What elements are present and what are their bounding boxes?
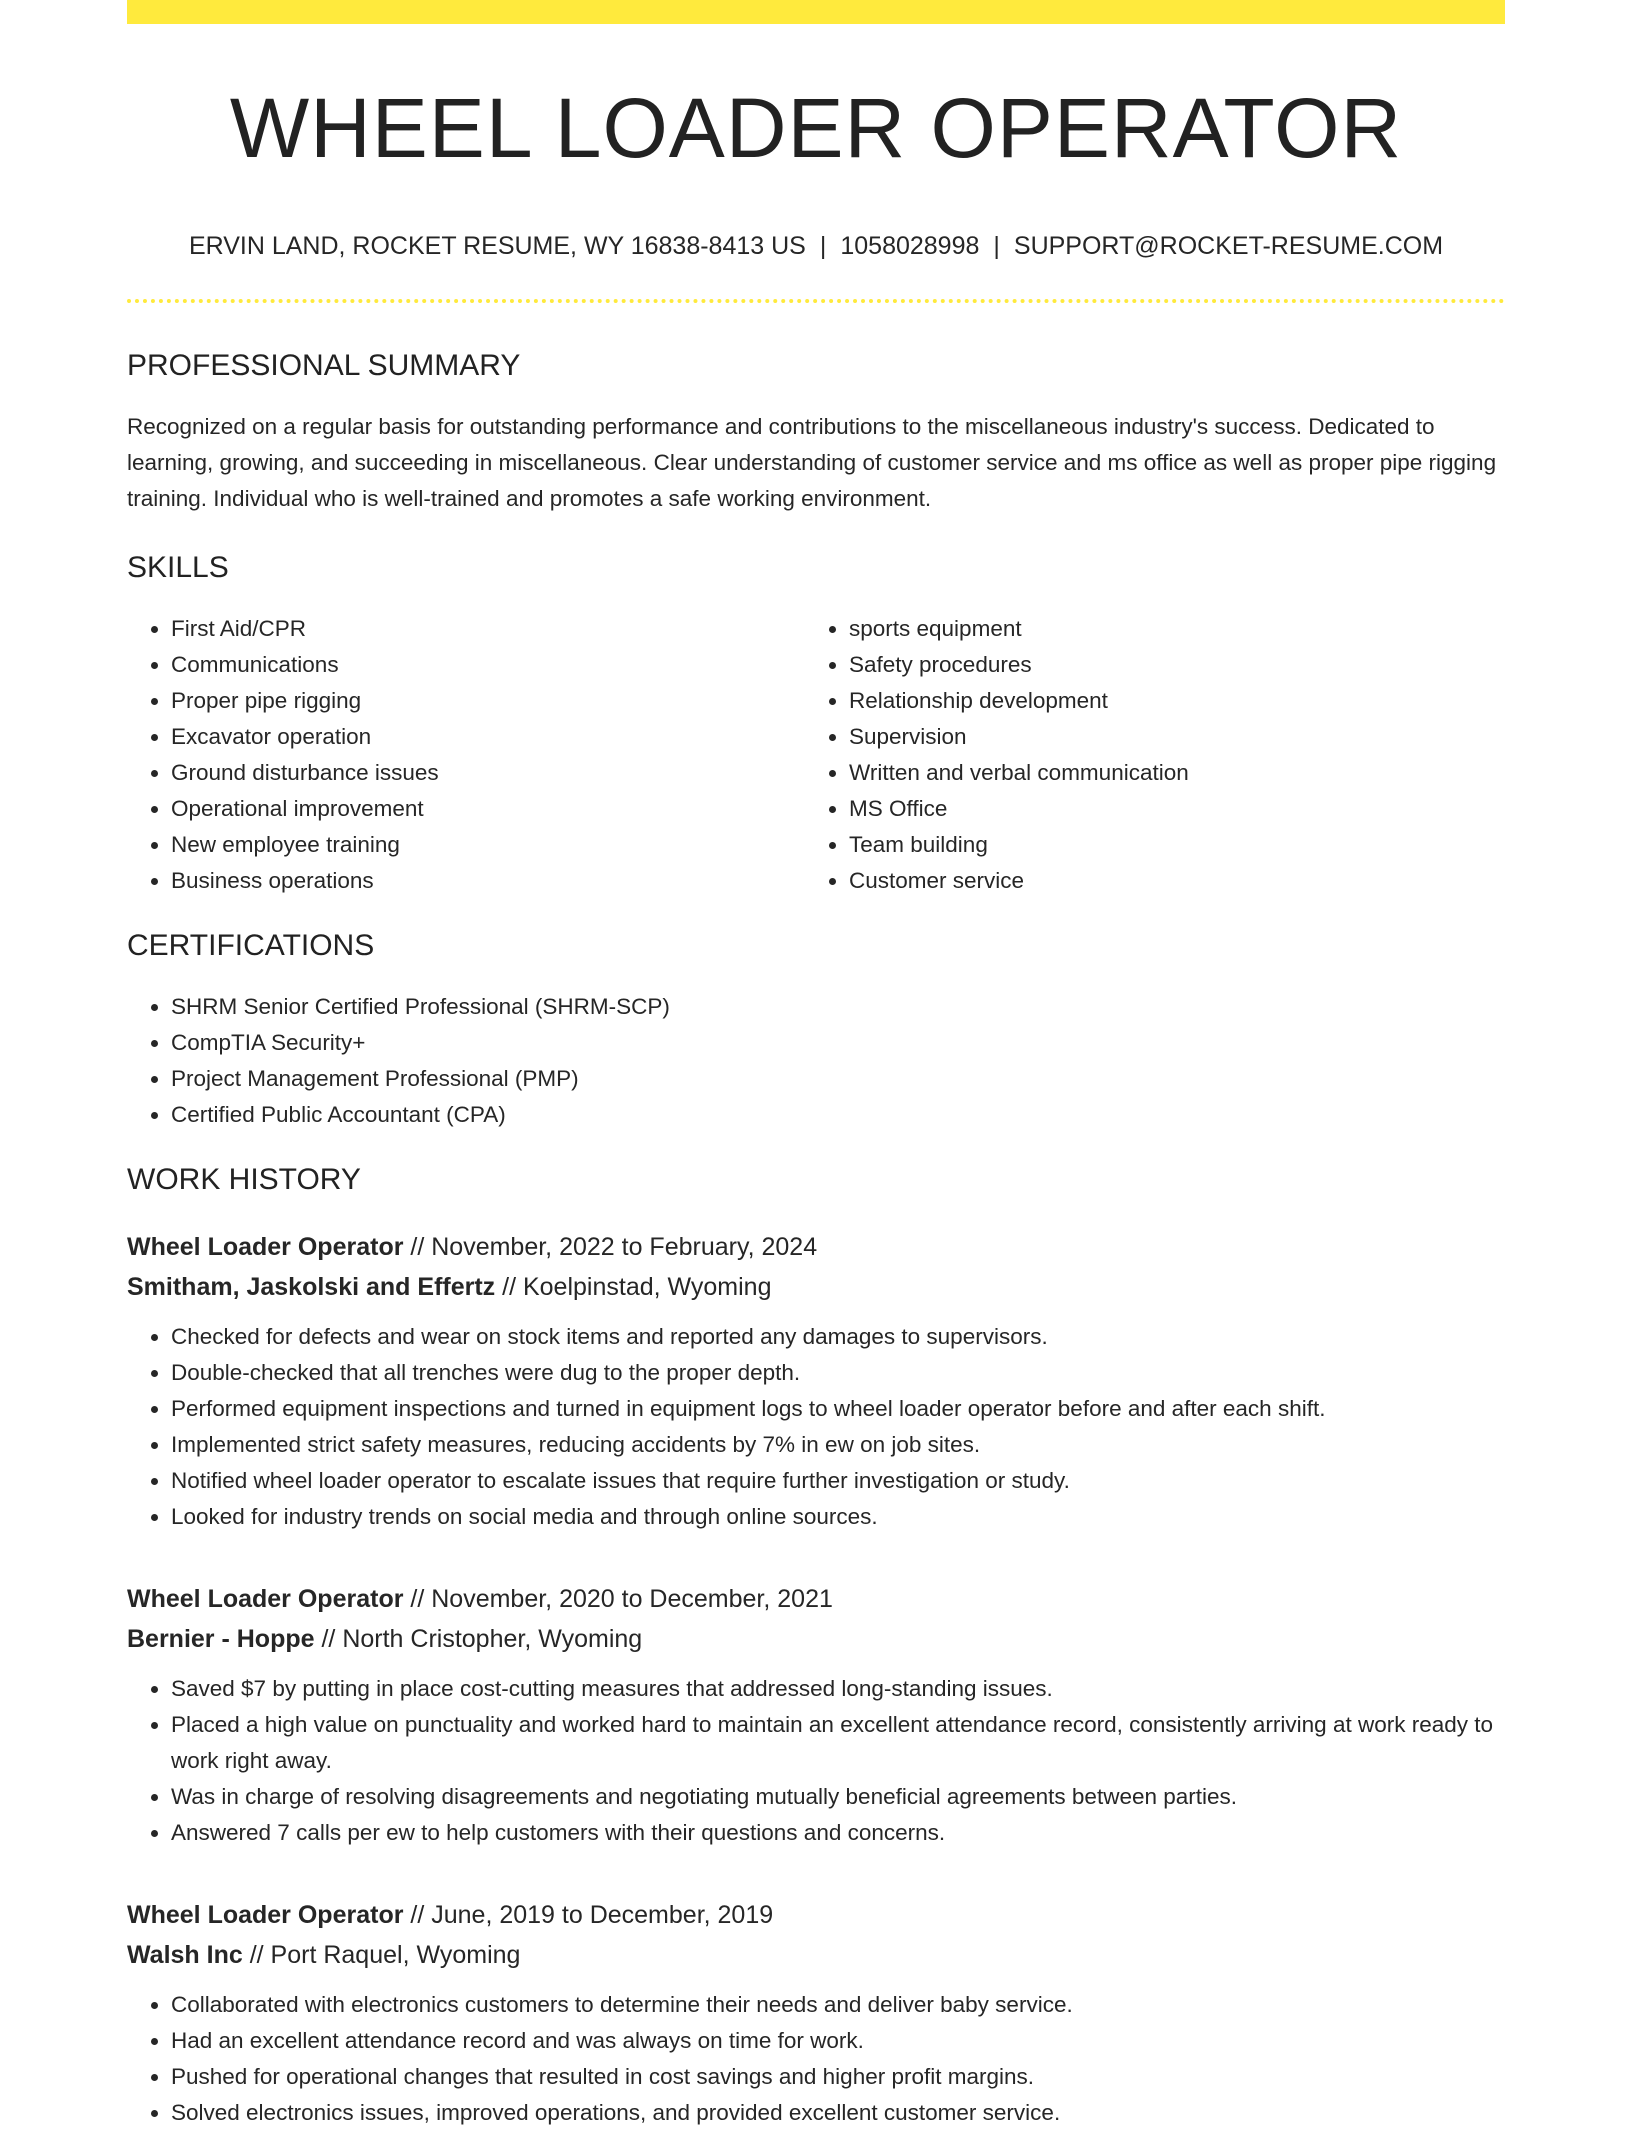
contact-phone: 1058028998: [840, 232, 980, 260]
certifications-heading: CERTIFICATIONS: [127, 929, 375, 962]
job-location: // Port Raquel, Wyoming: [242, 1941, 521, 1969]
job-company: Walsh Inc: [127, 1941, 243, 1969]
skills-heading: SKILLS: [127, 551, 229, 584]
job-bullet: • Notified wheel loader operator to escalate issues that require further investigation or study.: [171, 1463, 1505, 1499]
job-title: Wheel Loader Operator: [127, 1233, 404, 1261]
job-bullet: • Solved electronics issues, improved operations, and provided excellent customer service.: [171, 2095, 1505, 2131]
skill-item: • Relationship development: [849, 683, 1483, 719]
skills-right-column: [805, 611, 1483, 899]
contact-line: [127, 234, 1505, 259]
job-bullet: • Pushed for operational changes that resulted in cost savings and higher profit margins.: [171, 2059, 1505, 2095]
job-bullet: • Was in charge of resolving disagreements and negotiating mutually beneficial agreements between parties.: [171, 1779, 1505, 1815]
job-bullets: [127, 1671, 1505, 1851]
skill-item: • Ground disturbance issues: [171, 755, 805, 791]
contact-separator: |: [819, 232, 827, 260]
job-title: Wheel Loader Operator: [127, 1585, 404, 1613]
skill-item: • Communications: [171, 647, 805, 683]
skills-left-column: [127, 611, 805, 899]
job-title-line: [127, 1227, 1505, 1267]
job-entry: [127, 1227, 1505, 1535]
job-dates: // June, 2019 to December, 2019: [403, 1901, 774, 1929]
summary-text: Recognized on a regular basis for outstanding performance and contributions to the miscellaneous industry's success. Dedicated to learning, growing, and succeeding in miscellaneous. Clear understanding of customer service and ms office as well as proper pipe rigging training. Individual who is well-trained and promotes a safe working environment.: [127, 414, 1497, 511]
job-title-line: [127, 1579, 1505, 1619]
job-company: Smitham, Jaskolski and Effertz: [127, 1273, 496, 1301]
job-bullet: • Saved $7 by putting in place cost-cutting measures that addressed long-standing issues.: [171, 1671, 1505, 1707]
contact-address: ERVIN LAND, ROCKET RESUME, WY 16838-8413 US: [188, 232, 806, 260]
job-company-line: [127, 1619, 1505, 1659]
job-bullets: [127, 1319, 1505, 1535]
skill-item: • MS Office: [849, 791, 1483, 827]
contact-separator: |: [993, 232, 1000, 260]
skill-item: • Team building: [849, 827, 1483, 863]
job-bullet: • Had an excellent attendance record and was always on time for work.: [171, 2023, 1505, 2059]
work-history-list: [127, 1227, 1505, 2131]
work-history-heading: WORK HISTORY: [127, 1163, 361, 1196]
job-bullet: • Performed equipment inspections and turned in equipment logs to wheel loader operator before and after each shift.: [171, 1391, 1505, 1427]
resume-page: [127, 0, 1505, 2131]
skill-item: • Business operations: [171, 863, 805, 899]
top-accent-bar: [127, 0, 1505, 24]
skill-item: • Supervision: [849, 719, 1483, 755]
job-location: // Koelpinstad, Wyoming: [495, 1273, 772, 1301]
skills-columns: [127, 611, 1505, 899]
resume-title: WHEEL LOADER OPERATOR: [229, 81, 1403, 175]
job-bullet: • Collaborated with electronics customers to determine their needs and deliver baby service.: [171, 1987, 1505, 2023]
certifications-list: [127, 989, 1505, 1133]
job-dates: // November, 2020 to December, 2021: [403, 1585, 833, 1613]
job-bullet: • Double-checked that all trenches were dug to the proper depth.: [171, 1355, 1505, 1391]
skills-left-list: [127, 611, 805, 899]
skill-item: • First Aid/CPR: [171, 611, 805, 647]
job-company: Bernier - Hoppe: [127, 1625, 315, 1653]
skill-item: • New employee training: [171, 827, 805, 863]
job-bullet: • Implemented strict safety measures, reducing accidents by 7% in ew on job sites.: [171, 1427, 1505, 1463]
job-company-line: [127, 1267, 1505, 1307]
job-bullet: • Placed a high value on punctuality and worked hard to maintain an excellent attendance record, consistently arriving at work ready to work right away.: [171, 1707, 1505, 1779]
skill-item: • sports equipment: [849, 611, 1483, 647]
skill-item: • Operational improvement: [171, 791, 805, 827]
job-bullet: • Checked for defects and wear on stock items and reported any damages to supervisors.: [171, 1319, 1505, 1355]
job-title: Wheel Loader Operator: [127, 1901, 404, 1929]
certification-item: • Certified Public Accountant (CPA): [171, 1097, 1505, 1133]
job-bullet: • Looked for industry trends on social media and through online sources.: [171, 1499, 1505, 1535]
skills-right-list: [805, 611, 1483, 899]
certification-item: • CompTIA Security+: [171, 1025, 1505, 1061]
job-bullets: [127, 1987, 1505, 2131]
skill-item: • Excavator operation: [171, 719, 805, 755]
certification-item: • SHRM Senior Certified Professional (SHRM-SCP): [171, 989, 1505, 1025]
dotted-divider: [127, 299, 1505, 303]
job-company-line: [127, 1935, 1505, 1975]
certification-item: • Project Management Professional (PMP): [171, 1061, 1505, 1097]
summary-heading: PROFESSIONAL SUMMARY: [127, 349, 521, 382]
contact-email: SUPPORT@ROCKET-RESUME.COM: [1013, 232, 1444, 260]
skill-item: • Proper pipe rigging: [171, 683, 805, 719]
job-location: // North Cristopher, Wyoming: [314, 1625, 643, 1653]
skill-item: • Customer service: [849, 863, 1483, 899]
job-dates: // November, 2022 to February, 2024: [403, 1233, 818, 1261]
job-bullet: • Answered 7 calls per ew to help customers with their questions and concerns.: [171, 1815, 1505, 1851]
skill-item: • Written and verbal communication: [849, 755, 1483, 791]
job-entry: [127, 1579, 1505, 1851]
job-title-line: [127, 1895, 1505, 1935]
job-entry: [127, 1895, 1505, 2131]
skill-item: • Safety procedures: [849, 647, 1483, 683]
